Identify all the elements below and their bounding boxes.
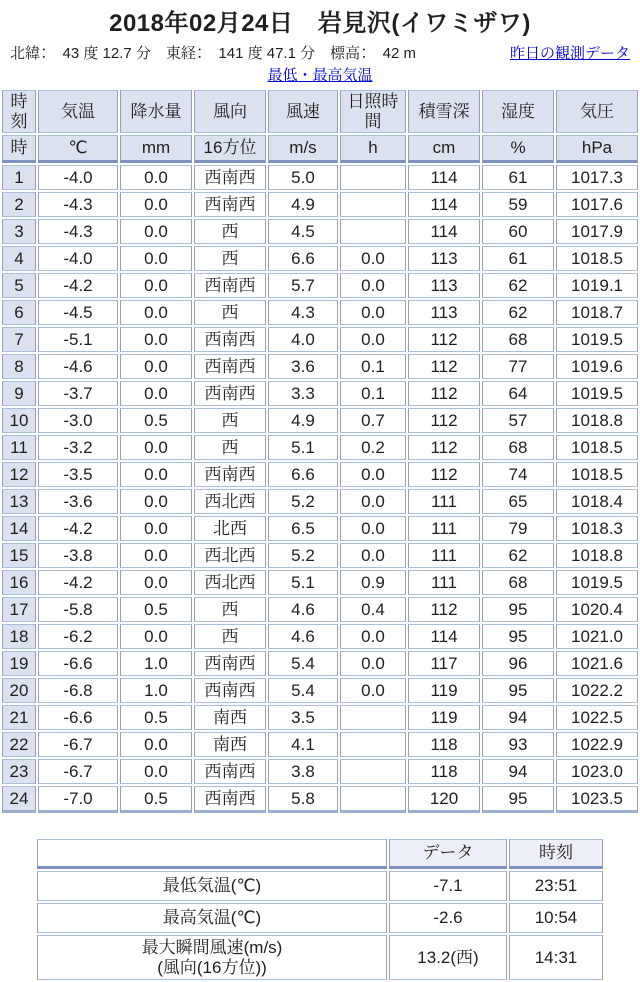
col-header-hour: 時刻 <box>2 90 36 133</box>
value-cell: 112 <box>408 597 480 622</box>
value-cell: 77 <box>482 354 554 379</box>
value-cell: 112 <box>408 408 480 433</box>
value-cell: 1021.0 <box>556 624 638 649</box>
col-header-sunshine: 日照時間 <box>340 90 406 133</box>
value-cell: 111 <box>408 570 480 595</box>
value-cell: 119 <box>408 678 480 703</box>
value-cell: 0.0 <box>120 165 192 190</box>
table-row <box>2 516 638 541</box>
value-cell: 6.5 <box>268 516 338 541</box>
value-cell: 西南西 <box>194 273 266 298</box>
value-cell: 68 <box>482 570 554 595</box>
yesterday-data-link[interactable]: 昨日の観測データ <box>509 45 630 62</box>
value-cell: -4.0 <box>38 165 118 190</box>
value-cell: 西南西 <box>194 192 266 217</box>
value-cell <box>340 759 406 784</box>
value-cell: 96 <box>482 651 554 676</box>
value-cell: -4.0 <box>38 246 118 271</box>
summary-label: 最低気温(℃) <box>37 871 387 901</box>
value-cell: 0.5 <box>120 408 192 433</box>
station-meta <box>0 42 640 63</box>
value-cell: 5.2 <box>268 543 338 568</box>
hour-cell: 9 <box>2 381 36 406</box>
value-cell: 111 <box>408 543 480 568</box>
col-header-wind-speed: 風速 <box>268 90 338 133</box>
value-cell: 西南西 <box>194 759 266 784</box>
value-cell: -4.3 <box>38 219 118 244</box>
unit-header-row <box>2 135 638 163</box>
hour-cell: 22 <box>2 732 36 757</box>
table-row <box>2 462 638 487</box>
value-cell: 西北西 <box>194 543 266 568</box>
value-cell: 114 <box>408 165 480 190</box>
value-cell: 0.1 <box>340 354 406 379</box>
value-cell: 4.6 <box>268 624 338 649</box>
value-cell: 1018.8 <box>556 543 638 568</box>
value-cell: 西北西 <box>194 489 266 514</box>
value-cell: 61 <box>482 165 554 190</box>
summary-header-row <box>37 839 603 869</box>
value-cell: 65 <box>482 489 554 514</box>
table-row <box>2 759 638 784</box>
value-cell: 0.5 <box>120 597 192 622</box>
value-cell: 1019.5 <box>556 381 638 406</box>
table-row <box>2 354 638 379</box>
value-cell: 0.0 <box>120 570 192 595</box>
value-cell: 西南西 <box>194 354 266 379</box>
value-cell: 113 <box>408 246 480 271</box>
value-cell: -3.6 <box>38 489 118 514</box>
value-cell: 0.0 <box>120 381 192 406</box>
hour-cell: 3 <box>2 219 36 244</box>
value-cell: 93 <box>482 732 554 757</box>
value-cell: 1019.5 <box>556 570 638 595</box>
table-row <box>2 300 638 325</box>
value-cell: 1019.1 <box>556 273 638 298</box>
value-cell: 1018.5 <box>556 435 638 460</box>
col-header-wind-direction: 風向 <box>194 90 266 133</box>
hour-cell: 15 <box>2 543 36 568</box>
value-cell: -4.2 <box>38 570 118 595</box>
value-cell: 0.0 <box>120 246 192 271</box>
hour-cell: 7 <box>2 327 36 352</box>
summary-header-data: データ <box>389 839 507 869</box>
unit-humidity: % <box>482 135 554 163</box>
table-row <box>2 732 638 757</box>
value-cell: 118 <box>408 732 480 757</box>
value-cell: 西南西 <box>194 165 266 190</box>
value-cell: 114 <box>408 624 480 649</box>
value-cell: 0.0 <box>120 732 192 757</box>
value-cell: 0.0 <box>340 516 406 541</box>
value-cell: 6.6 <box>268 462 338 487</box>
value-cell: 114 <box>408 219 480 244</box>
hour-cell: 18 <box>2 624 36 649</box>
value-cell: 5.0 <box>268 165 338 190</box>
value-cell: 西 <box>194 408 266 433</box>
value-cell: 1022.9 <box>556 732 638 757</box>
value-cell: 0.0 <box>120 219 192 244</box>
table-row <box>2 273 638 298</box>
value-cell: 113 <box>408 300 480 325</box>
value-cell: 4.9 <box>268 408 338 433</box>
value-cell <box>340 165 406 190</box>
value-cell: 95 <box>482 786 554 813</box>
value-cell: 5.4 <box>268 651 338 676</box>
value-cell: 3.6 <box>268 354 338 379</box>
value-cell <box>340 786 406 813</box>
value-cell: 1.0 <box>120 651 192 676</box>
value-cell: 1018.5 <box>556 246 638 271</box>
value-cell: 4.6 <box>268 597 338 622</box>
value-cell: 5.8 <box>268 786 338 813</box>
value-cell: -6.8 <box>38 678 118 703</box>
value-cell: 0.0 <box>120 462 192 487</box>
value-cell: 西北西 <box>194 570 266 595</box>
value-cell: 74 <box>482 462 554 487</box>
value-cell: 0.0 <box>120 759 192 784</box>
value-cell: 1023.0 <box>556 759 638 784</box>
table-row <box>2 705 638 730</box>
value-cell: -6.6 <box>38 705 118 730</box>
hour-cell: 16 <box>2 570 36 595</box>
value-cell: 5.2 <box>268 489 338 514</box>
value-cell: 1022.5 <box>556 705 638 730</box>
value-cell: 0.0 <box>120 624 192 649</box>
value-cell: 0.0 <box>120 354 192 379</box>
value-cell: 62 <box>482 273 554 298</box>
hour-cell: 8 <box>2 354 36 379</box>
table-row <box>2 786 638 813</box>
value-cell: 北西 <box>194 516 266 541</box>
value-cell: 0.0 <box>120 273 192 298</box>
value-cell: 112 <box>408 462 480 487</box>
minmax-link[interactable]: 最低・最高気温 <box>267 67 373 84</box>
value-cell: 0.5 <box>120 705 192 730</box>
value-cell: 0.9 <box>340 570 406 595</box>
table-row <box>2 435 638 460</box>
value-cell: 4.9 <box>268 192 338 217</box>
summary-time: 10:54 <box>509 903 603 933</box>
value-cell: 1018.4 <box>556 489 638 514</box>
value-cell: 0.0 <box>340 246 406 271</box>
summary-time: 14:31 <box>509 935 603 980</box>
hour-cell: 19 <box>2 651 36 676</box>
value-cell <box>340 732 406 757</box>
value-cell: 0.0 <box>340 300 406 325</box>
value-cell: 4.5 <box>268 219 338 244</box>
value-cell: 0.0 <box>120 327 192 352</box>
value-cell: 60 <box>482 219 554 244</box>
hour-cell: 11 <box>2 435 36 460</box>
value-cell: 0.0 <box>340 462 406 487</box>
value-cell: 1021.6 <box>556 651 638 676</box>
value-cell: 0.0 <box>340 489 406 514</box>
value-cell: 4.3 <box>268 300 338 325</box>
value-cell: 0.2 <box>340 435 406 460</box>
value-cell: 西南西 <box>194 786 266 813</box>
value-cell: 1018.5 <box>556 462 638 487</box>
table-row <box>2 165 638 190</box>
value-cell: 西 <box>194 219 266 244</box>
value-cell: 南西 <box>194 732 266 757</box>
hour-cell: 13 <box>2 489 36 514</box>
value-cell: 0.0 <box>340 327 406 352</box>
value-cell: 0.0 <box>120 435 192 460</box>
value-cell <box>340 219 406 244</box>
value-cell: -6.7 <box>38 759 118 784</box>
hour-cell: 1 <box>2 165 36 190</box>
value-cell: -3.7 <box>38 381 118 406</box>
minmax-link-row <box>0 64 640 85</box>
hour-cell: 5 <box>2 273 36 298</box>
value-cell: -7.0 <box>38 786 118 813</box>
table-row <box>2 327 638 352</box>
value-cell: 0.0 <box>120 192 192 217</box>
unit-wind-direction: 16方位 <box>194 135 266 163</box>
value-cell: 西 <box>194 435 266 460</box>
hour-cell: 17 <box>2 597 36 622</box>
page-title: 2018年02月24日 岩見沢(イワミザワ) <box>109 10 531 37</box>
hour-cell: 21 <box>2 705 36 730</box>
value-cell <box>340 192 406 217</box>
value-cell: 1020.4 <box>556 597 638 622</box>
value-cell: 95 <box>482 678 554 703</box>
coords-text: 北緯： 43 度 12.7 分 東経： 141 度 47.1 分 標高： 42 m <box>10 45 416 62</box>
hour-cell: 12 <box>2 462 36 487</box>
value-cell: 西南西 <box>194 651 266 676</box>
table-row <box>2 489 638 514</box>
value-cell <box>340 705 406 730</box>
value-cell: 西南西 <box>194 327 266 352</box>
table-row <box>2 597 638 622</box>
value-cell: 1019.5 <box>556 327 638 352</box>
summary-row <box>37 903 603 933</box>
col-header-precipitation: 降水量 <box>120 90 192 133</box>
unit-temperature: ℃ <box>38 135 118 163</box>
value-cell: -3.2 <box>38 435 118 460</box>
value-cell: 3.3 <box>268 381 338 406</box>
value-cell: -6.2 <box>38 624 118 649</box>
value-cell: 5.7 <box>268 273 338 298</box>
hour-cell: 10 <box>2 408 36 433</box>
value-cell: 111 <box>408 489 480 514</box>
table-row <box>2 219 638 244</box>
value-cell: -4.6 <box>38 354 118 379</box>
table-row <box>2 246 638 271</box>
summary-label: 最高気温(℃) <box>37 903 387 933</box>
value-cell: -3.0 <box>38 408 118 433</box>
summary-data: -7.1 <box>389 871 507 901</box>
value-cell: 4.0 <box>268 327 338 352</box>
value-cell: 1018.3 <box>556 516 638 541</box>
value-cell: 1022.2 <box>556 678 638 703</box>
summary-data: -2.6 <box>389 903 507 933</box>
value-cell: 112 <box>408 435 480 460</box>
hour-cell: 14 <box>2 516 36 541</box>
value-cell: 西 <box>194 597 266 622</box>
hour-cell: 23 <box>2 759 36 784</box>
value-cell: 94 <box>482 759 554 784</box>
col-header-pressure: 気圧 <box>556 90 638 133</box>
value-cell: 西南西 <box>194 462 266 487</box>
hour-cell: 20 <box>2 678 36 703</box>
hour-cell: 6 <box>2 300 36 325</box>
summary-header-time: 時刻 <box>509 839 603 869</box>
summary-data: 13.2(西) <box>389 935 507 980</box>
value-cell: 118 <box>408 759 480 784</box>
value-cell: 3.8 <box>268 759 338 784</box>
value-cell: 0.0 <box>120 543 192 568</box>
value-cell: 5.1 <box>268 570 338 595</box>
value-cell: -4.2 <box>38 516 118 541</box>
unit-pressure: hPa <box>556 135 638 163</box>
value-cell: 120 <box>408 786 480 813</box>
value-cell: 1023.5 <box>556 786 638 813</box>
value-cell: 1018.8 <box>556 408 638 433</box>
col-header-temperature: 気温 <box>38 90 118 133</box>
value-cell: -4.3 <box>38 192 118 217</box>
value-cell: 0.1 <box>340 381 406 406</box>
value-cell: 61 <box>482 246 554 271</box>
hour-cell: 4 <box>2 246 36 271</box>
table-row <box>2 624 638 649</box>
hourly-table-body <box>2 165 638 813</box>
table-row <box>2 678 638 703</box>
value-cell: 西 <box>194 624 266 649</box>
column-header-row <box>2 90 638 133</box>
value-cell: -3.5 <box>38 462 118 487</box>
value-cell: 4.1 <box>268 732 338 757</box>
value-cell: 0.0 <box>340 651 406 676</box>
unit-snow-depth: cm <box>408 135 480 163</box>
value-cell: 113 <box>408 273 480 298</box>
value-cell: 112 <box>408 327 480 352</box>
value-cell: 114 <box>408 192 480 217</box>
hour-cell: 2 <box>2 192 36 217</box>
value-cell: 0.0 <box>340 543 406 568</box>
value-cell: 95 <box>482 624 554 649</box>
value-cell: 6.6 <box>268 246 338 271</box>
value-cell: 3.5 <box>268 705 338 730</box>
unit-precipitation: mm <box>120 135 192 163</box>
value-cell: 0.0 <box>340 678 406 703</box>
value-cell: 0.4 <box>340 597 406 622</box>
value-cell: 1017.9 <box>556 219 638 244</box>
value-cell: 59 <box>482 192 554 217</box>
table-row <box>2 192 638 217</box>
table-row <box>2 408 638 433</box>
value-cell: 1019.6 <box>556 354 638 379</box>
value-cell: -3.8 <box>38 543 118 568</box>
value-cell: 西南西 <box>194 381 266 406</box>
value-cell: 南西 <box>194 705 266 730</box>
table-row <box>2 381 638 406</box>
value-cell: 117 <box>408 651 480 676</box>
summary-time: 23:51 <box>509 871 603 901</box>
value-cell: -4.2 <box>38 273 118 298</box>
value-cell: 5.1 <box>268 435 338 460</box>
summary-row <box>37 871 603 901</box>
value-cell: 0.0 <box>120 489 192 514</box>
value-cell: -5.1 <box>38 327 118 352</box>
table-row <box>2 570 638 595</box>
value-cell: 0.0 <box>340 273 406 298</box>
value-cell: 119 <box>408 705 480 730</box>
value-cell: -6.7 <box>38 732 118 757</box>
value-cell: 西 <box>194 246 266 271</box>
hour-cell: 24 <box>2 786 36 813</box>
summary-label: 最大瞬間風速(m/s) (風向(16方位)) <box>37 935 387 980</box>
value-cell: 112 <box>408 381 480 406</box>
value-cell: 西南西 <box>194 678 266 703</box>
value-cell: -4.5 <box>38 300 118 325</box>
value-cell: 0.0 <box>120 300 192 325</box>
value-cell: 94 <box>482 705 554 730</box>
value-cell: 0.5 <box>120 786 192 813</box>
value-cell: 1017.3 <box>556 165 638 190</box>
value-cell: 62 <box>482 543 554 568</box>
value-cell: 1018.7 <box>556 300 638 325</box>
value-cell: 95 <box>482 597 554 622</box>
summary-table-body <box>37 871 603 980</box>
summary-header-blank <box>37 839 387 869</box>
unit-sunshine: h <box>340 135 406 163</box>
daily-extremes-table <box>35 837 605 982</box>
value-cell: -5.8 <box>38 597 118 622</box>
value-cell: 57 <box>482 408 554 433</box>
hourly-observation-table <box>0 88 640 815</box>
col-header-snow-depth: 積雪深 <box>408 90 480 133</box>
value-cell: 62 <box>482 300 554 325</box>
value-cell: 64 <box>482 381 554 406</box>
value-cell: 5.4 <box>268 678 338 703</box>
value-cell: 112 <box>408 354 480 379</box>
unit-wind-speed: m/s <box>268 135 338 163</box>
value-cell: 0.0 <box>340 624 406 649</box>
value-cell: 0.0 <box>120 516 192 541</box>
table-row <box>2 651 638 676</box>
unit-hour: 時 <box>2 135 36 163</box>
value-cell: 1017.6 <box>556 192 638 217</box>
value-cell: 111 <box>408 516 480 541</box>
value-cell: 68 <box>482 327 554 352</box>
value-cell: 西 <box>194 300 266 325</box>
value-cell: 68 <box>482 435 554 460</box>
summary-row <box>37 935 603 980</box>
table-row <box>2 543 638 568</box>
value-cell: 79 <box>482 516 554 541</box>
value-cell: -6.6 <box>38 651 118 676</box>
value-cell: 0.7 <box>340 408 406 433</box>
value-cell: 1.0 <box>120 678 192 703</box>
col-header-humidity: 湿度 <box>482 90 554 133</box>
